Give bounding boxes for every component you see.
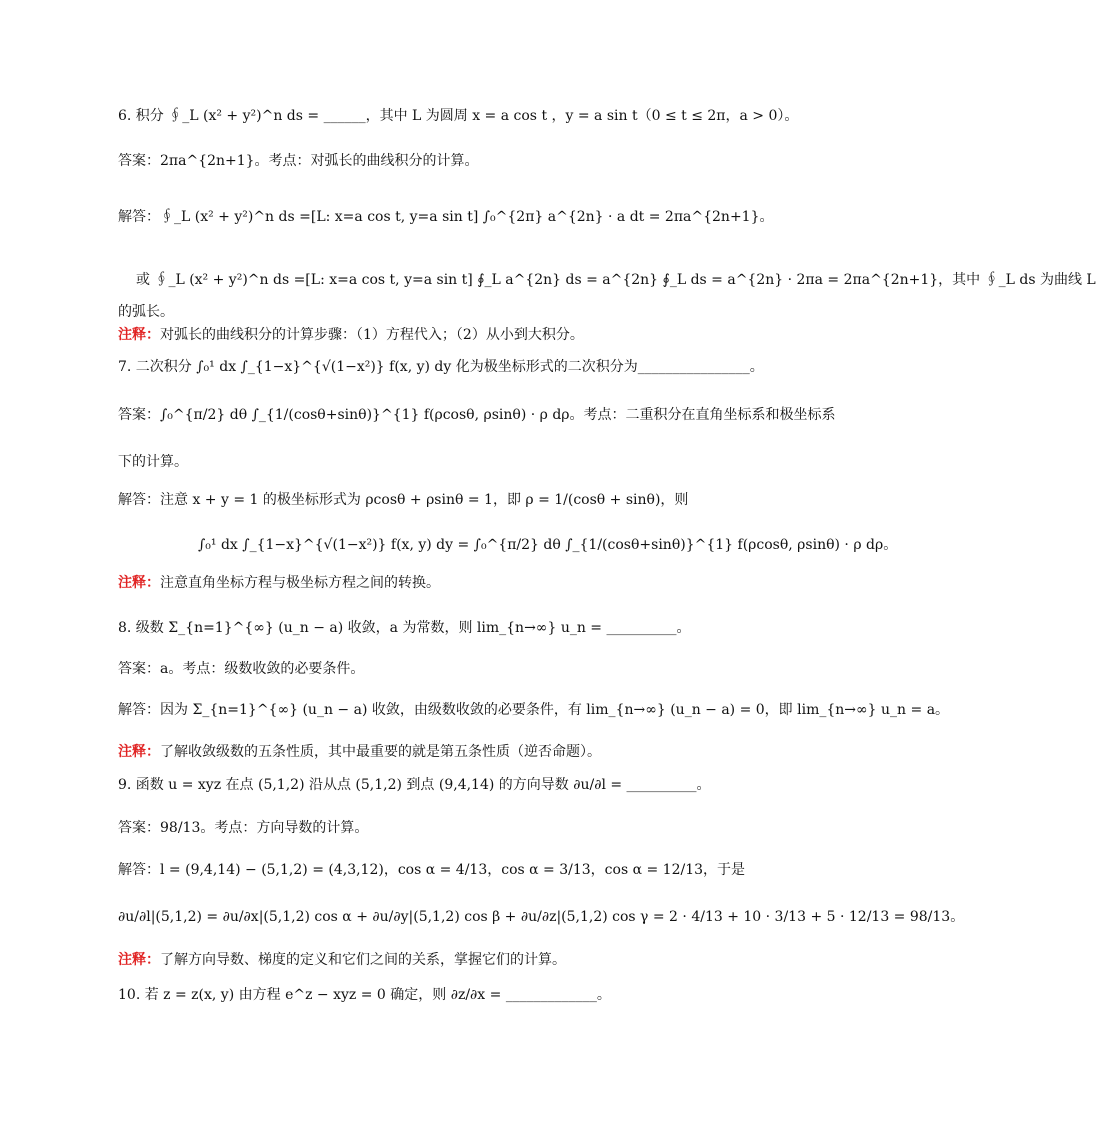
q8-question: 8. 级数 Σ_{n=1}^{∞} (u_n − a) 收敛，a 为常数，则 lim_{n→∞} u_n = __________。 (118, 620, 691, 636)
q6-note (118, 325, 584, 345)
q8-answer: 答案：a。考点：级数收敛的必要条件。 (118, 661, 365, 677)
note-text: 了解收敛级数的五条性质，其中最重要的就是第五条性质（逆否命题）。 (160, 744, 601, 760)
note-label: 注释： (118, 744, 160, 760)
q9-solution-line-1: 解答：l = (9,4,14) − (5,1,2) = (4,3,12)，cos α = 4/13，cos α = 3/13，cos α = 12/13，于是 (118, 862, 746, 878)
q7-solution-line-1: 解答：注意 x + y = 1 的极坐标形式为 ρcosθ + ρsinθ = 1，即 ρ = 1/(cosθ + sinθ)，则 (118, 492, 689, 508)
q8-solution: 解答：因为 Σ_{n=1}^{∞} (u_n − a) 收敛，由级数收敛的必要条件，有 lim_{n→∞} (u_n − a) = 0，即 lim_{n→∞} u_n = a。 (118, 702, 950, 718)
q6-solution-line-3: 的弧长。 (118, 304, 174, 320)
q6-solution-line-1: 解答：∮_L (x² + y²)^n ds =[L: x=a cos t, y=a sin t] ∫₀^{2π} a^{2n} · a dt = 2πa^{2n+1}。 (118, 209, 774, 225)
q9-solution-line-2: ∂u/∂l|(5,1,2) = ∂u/∂x|(5,1,2) cos α + ∂u/∂y|(5,1,2) cos β + ∂u/∂z|(5,1,2) cos γ = 2 · 4/13 + 10 · 3/13 + 5 · 12/13 = 98/13。 (118, 909, 965, 925)
q10-question: 10. 若 z = z(x, y) 由方程 e^z − xyz = 0 确定，则 ∂z/∂x = _____________。 (118, 987, 611, 1003)
note-label: 注释： (118, 952, 160, 968)
note-text: 对弧长的曲线积分的计算步骤：（1）方程代入；（2）从小到大积分。 (160, 327, 584, 343)
q7-question: 7. 二次积分 ∫₀¹ dx ∫_{1−x}^{√(1−x²)} f(x, y) dy 化为极坐标形式的二次积分为________________。 (118, 359, 764, 375)
q6-solution-line-2: 或 ∮_L (x² + y²)^n ds =[L: x=a cos t, y=a sin t] ∮_L a^{2n} ds = a^{2n} ∮_L ds = a^{2n} · 2πa = 2πa^{2n+1}，其中 ∮_L ds 为曲线 L (136, 272, 1096, 288)
q9-answer: 答案：98/13。考点：方向导数的计算。 (118, 820, 369, 836)
q9-note (118, 950, 566, 970)
q8-note (118, 742, 601, 762)
q6-answer: 答案：2πa^{2n+1}。考点：对弧长的曲线积分的计算。 (118, 153, 479, 169)
q7-solution-line-2: ∫₀¹ dx ∫_{1−x}^{√(1−x²)} f(x, y) dy = ∫₀^{π/2} dθ ∫_{1/(cosθ+sinθ)}^{1} f(ρcosθ, ρsinθ) · ρ dρ。 (198, 537, 898, 553)
note-label: 注释： (118, 327, 160, 343)
note-text: 注意直角坐标方程与极坐标方程之间的转换。 (160, 575, 440, 591)
q9-question: 9. 函数 u = xyz 在点 (5,1,2) 沿从点 (5,1,2) 到点 (9,4,14) 的方向导数 ∂u/∂l = __________。 (118, 777, 711, 793)
q6-question: 6. 积分 ∮_L (x² + y²)^n ds = ______，其中 L 为圆周 x = a cos t ，y = a sin t（0 ≤ t ≤ 2π，a > 0）。 (118, 108, 799, 124)
q7-note (118, 573, 440, 593)
note-label: 注释： (118, 575, 160, 591)
note-text: 了解方向导数、梯度的定义和它们之间的关系，掌握它们的计算。 (160, 952, 566, 968)
q7-answer-cont: 下的计算。 (118, 454, 188, 470)
q7-answer: 答案：∫₀^{π/2} dθ ∫_{1/(cosθ+sinθ)}^{1} f(ρcosθ, ρsinθ) · ρ dρ。考点：二重积分在直角坐标系和极坐标系 (118, 407, 836, 423)
